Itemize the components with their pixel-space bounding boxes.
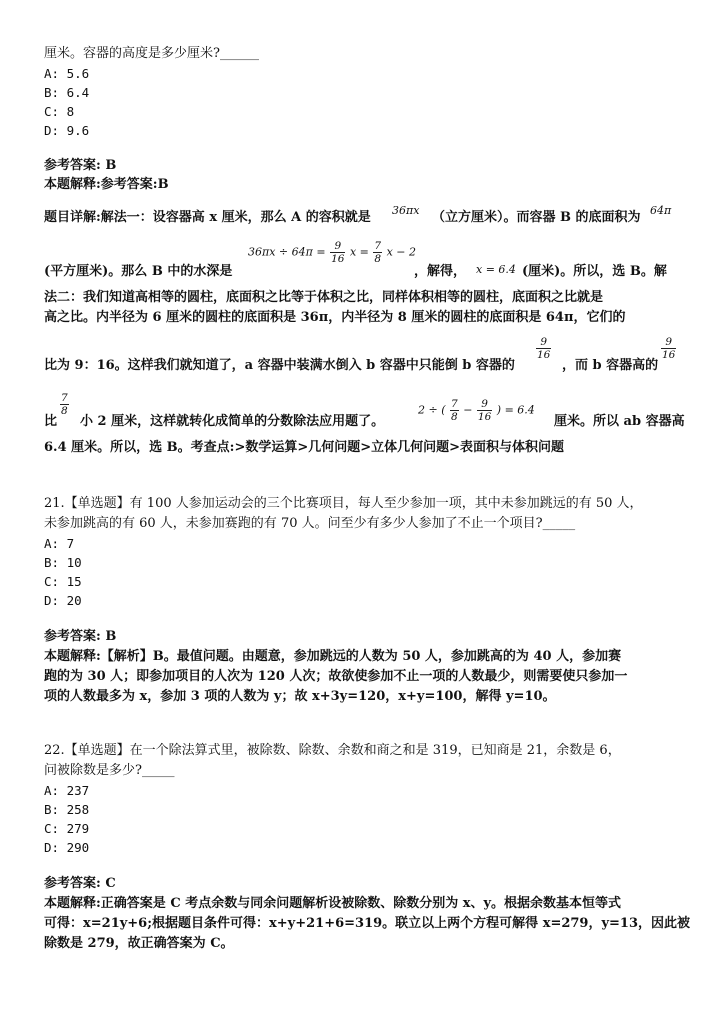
question-22-line-1: 22.【单选题】在一个除法算式里，被除数、除数、余数和商之和是 319，已知商是 21，余数是 6， (44, 743, 621, 758)
option-b: B: 10 (44, 555, 82, 570)
detail-line-5: 比为 9：16。这样我们就知道了，a 容器中装满水倒入 b 容器中只能倒 b 容器的 (44, 358, 515, 373)
numerator: 9 (536, 336, 551, 349)
analysis-line-3: 项的人数最多为 x，参加 3 项的人数为 y；故 x+3y=120，x+y=100，解得 y=10。 (44, 689, 556, 704)
numerator: 9 (661, 336, 676, 349)
option-c: C: 279 (44, 821, 90, 836)
question-21-line-2: 未参加跳高的有 60 人，未参加赛跑的有 70 人。问至少有多少人参加了不止一个项目?_____ (44, 516, 576, 531)
denominator: 16 (331, 253, 345, 265)
detail-line-3: 法二：我们知道高相等的圆柱，底面积之比等于体积之比，同样体积相等的圆柱，底面积之比就是 (44, 290, 604, 305)
analysis-line-2: 跑的为 30 人；即参加项目的人次为 120 人次；故欲使参加不止一项的人数最少，则需要使只参加一 (44, 669, 628, 684)
equation-division (418, 398, 535, 423)
option-d: D: 9.6 (44, 123, 90, 138)
question-text-tail: 厘米。容器的高度是多少厘米?______ (44, 46, 259, 61)
numerator: 9 (330, 240, 345, 253)
detail-line-1 (44, 210, 371, 226)
eq-part: ) = 6.4 (496, 403, 535, 417)
fraction-9-16 (536, 336, 551, 361)
equation-water-depth (248, 240, 416, 265)
denominator: 16 (477, 411, 492, 423)
answer-label: 参考答案: C (44, 876, 116, 891)
analysis-line-2: 可得：x=21y+6;根据题目条件可得：x+y+21+6=319。联立以上两个方程可解得 x=279，y=13，因此被 (44, 916, 691, 931)
detail-text-5b: ，而 b 容器高的 (562, 358, 659, 373)
analysis-label: 本题解释:参考答案:B (44, 177, 169, 192)
detail-line-2a: (平方厘米)。那么 B 中的水深是 (44, 264, 233, 279)
question-21-line-1: 21.【单选题】有 100 人参加运动会的三个比赛项目，每人至少参加一项，其中未参加跳远的有 50 人， (44, 496, 643, 511)
detail-line-7: 6.4 厘米。所以，选 B。考查点:>数学运算>几何问题>立体几何问题>表面积与体积问题 (44, 440, 565, 455)
option-b: B: 258 (44, 802, 90, 817)
fraction (477, 398, 492, 423)
detail-text: 题目详解:解法一：设容器高 x 厘米，那么 A 的容积就是 (44, 210, 371, 225)
formula-64pi: 64π (650, 204, 672, 217)
detail-line-4: 高之比。内半径为 6 厘米的圆柱的底面积是 36π，内半径为 8 厘米的圆柱的底面积是 64π，它们的 (44, 310, 626, 325)
numerator: 7 (451, 398, 458, 410)
eq-part: 2 ÷ ( (418, 403, 446, 417)
analysis-line-3: 除数是 279，故正确答案为 C。 (44, 936, 234, 951)
fraction (330, 240, 345, 265)
numerator: 7 (374, 240, 382, 252)
formula-36pix: 36πx (392, 204, 420, 217)
eq-part: − (463, 403, 473, 417)
question-22-line-2: 问被除数是多少?_____ (44, 763, 175, 778)
option-b: B: 6.4 (44, 85, 90, 100)
detail-line-6a: 比 (44, 414, 58, 429)
denominator: 16 (662, 349, 676, 361)
answer-label: 参考答案: B (44, 629, 117, 644)
option-c: C: 15 (44, 574, 82, 589)
option-a: A: 237 (44, 783, 90, 798)
numerator: 9 (477, 398, 492, 411)
formula-x-6-4: x = 6.4 (476, 263, 516, 276)
eq-part: x − 2 (386, 245, 416, 259)
numerator: 7 (61, 392, 68, 404)
denominator: 16 (537, 349, 551, 361)
fraction-7-8 (60, 392, 69, 417)
option-c: C: 8 (44, 104, 75, 119)
option-a: A: 7 (44, 536, 75, 551)
detail-text-6b: 小 2 厘米，这样就转化成简单的分数除法应用题了。 (80, 414, 385, 429)
denominator: 8 (61, 405, 68, 417)
eq-part: x = (349, 245, 369, 259)
detail-text-2b: ，解得， (414, 264, 467, 279)
analysis-line-1: 本题解释:正确答案是 C 考点余数与同余问题解析设被除数、除数分别为 x、y。根据余数基本恒等式 (44, 896, 622, 911)
option-d: D: 290 (44, 840, 90, 855)
analysis-line-1: 本题解释:【解析】B。最值问题。由题意，参加跳远的人数为 50 人，参加跳高的为 40 人，参加赛 (44, 649, 622, 664)
option-a: A: 5.6 (44, 66, 90, 81)
option-d: D: 20 (44, 593, 82, 608)
fraction (450, 398, 459, 423)
fraction-9-16 (661, 336, 676, 361)
fraction (373, 240, 382, 265)
detail-text-6c: 厘米。所以 ab 容器高 (554, 414, 685, 429)
eq-part: 36πx ÷ 64π = (248, 245, 326, 259)
denominator: 8 (451, 411, 458, 423)
answer-label: 参考答案: B (44, 158, 117, 173)
denominator: 8 (374, 253, 382, 265)
detail-text-1b: （立方厘米）。而容器 B 的底面积为 (432, 210, 641, 225)
detail-text-2c: (厘米)。所以，选 B。解 (522, 264, 667, 279)
